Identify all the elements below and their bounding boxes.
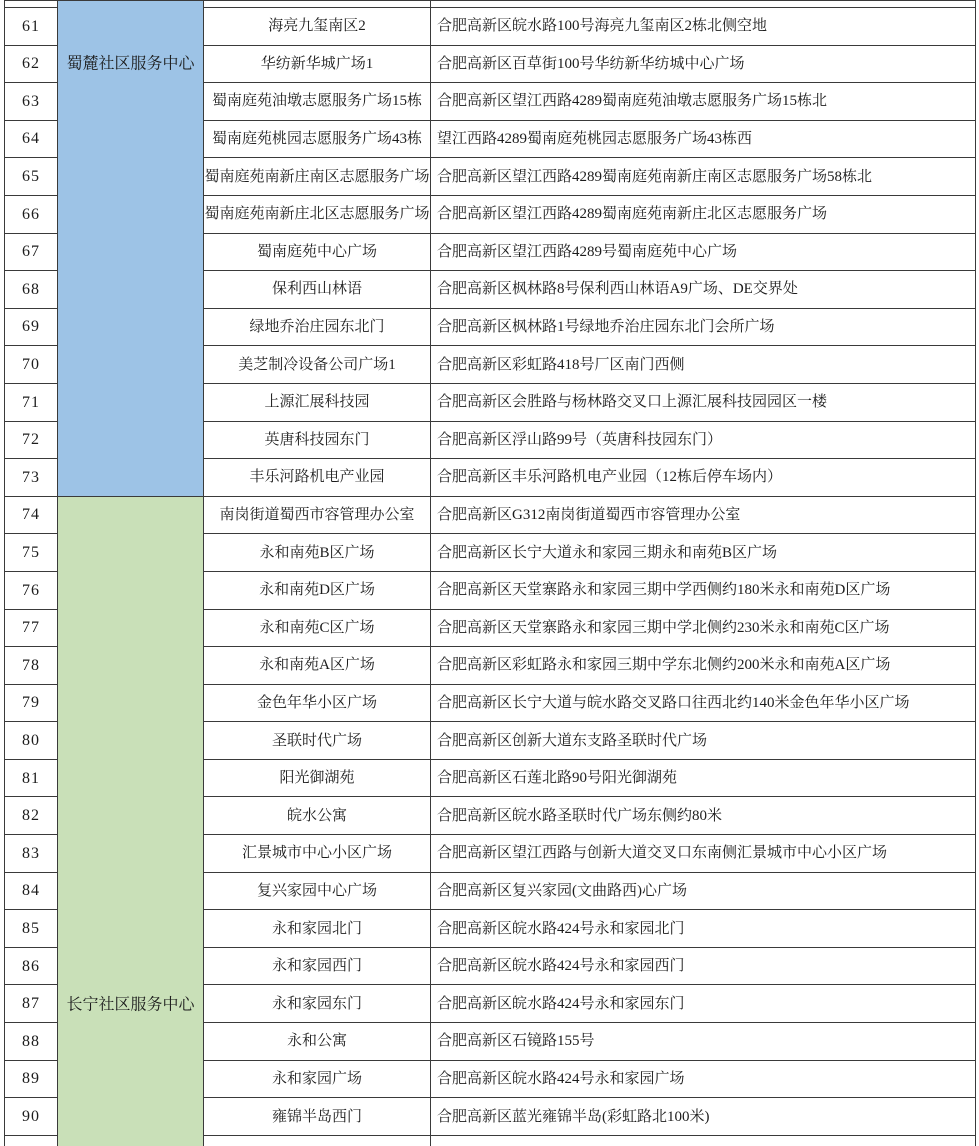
address-cell: 合肥高新区天堂寨路永和家园三期中学西侧约180米永和南苑D区广场 (431, 571, 976, 609)
address-cell: 合肥高新区皖水路424号永和家园广场 (431, 1060, 976, 1098)
row-number-cell: 81 (5, 759, 58, 797)
row-number-cell: 83 (5, 835, 58, 873)
row-number-cell (5, 1135, 58, 1146)
row-number-cell: 85 (5, 910, 58, 948)
site-name-cell: 华纺新华城广场1 (204, 45, 431, 83)
address-cell: 合肥高新区望江西路4289蜀南庭苑南新庄北区志愿服务广场 (431, 195, 976, 233)
site-name-cell: 永和家园西门 (204, 947, 431, 985)
row-number-cell: 73 (5, 459, 58, 497)
address-cell: 合肥高新区石莲北路90号阳光御湖苑 (431, 759, 976, 797)
site-name-cell (204, 1135, 431, 1146)
site-name-cell: 海亮九玺南区2 (204, 8, 431, 46)
address-cell: 合肥高新区皖水路424号永和家园北门 (431, 910, 976, 948)
site-name-cell (204, 1, 431, 8)
row-number-cell (5, 1, 58, 8)
row-number-cell: 88 (5, 1023, 58, 1061)
site-name-cell: 南岗街道蜀西市容管理办公室 (204, 496, 431, 534)
site-name-cell: 永和南苑C区广场 (204, 609, 431, 647)
row-number-cell: 86 (5, 947, 58, 985)
row-number-cell: 84 (5, 872, 58, 910)
site-name-cell: 绿地乔治庄园东北门 (204, 308, 431, 346)
address-cell: 合肥高新区天堂寨路永和家园三期中学北侧约230米永和南苑C区广场 (431, 609, 976, 647)
address-cell: 合肥高新区彩虹路永和家园三期中学东北侧约200米永和南苑A区广场 (431, 647, 976, 685)
site-name-cell: 永和家园广场 (204, 1060, 431, 1098)
site-name-cell: 圣联时代广场 (204, 722, 431, 760)
address-cell: 合肥高新区长宁大道永和家园三期永和南苑B区广场 (431, 534, 976, 572)
row-number-cell: 76 (5, 571, 58, 609)
address-cell: 合肥高新区G312南岗街道蜀西市容管理办公室 (431, 496, 976, 534)
group-cell-shulu (58, 1, 204, 497)
site-name-cell: 皖水公寓 (204, 797, 431, 835)
address-cell: 合肥高新区望江西路4289蜀南庭苑南新庄南区志愿服务广场58栋北 (431, 158, 976, 196)
row-number-cell: 71 (5, 383, 58, 421)
site-name-cell: 蜀南庭苑油墩志愿服务广场15栋 (204, 83, 431, 121)
row-number-cell: 77 (5, 609, 58, 647)
row-number-cell: 64 (5, 120, 58, 158)
sites-table-body (5, 1, 976, 1146)
site-name-cell: 蜀南庭苑南新庄北区志愿服务广场 (204, 195, 431, 233)
address-cell: 合肥高新区枫林路1号绿地乔治庄园东北门会所广场 (431, 308, 976, 346)
row-number-cell: 80 (5, 722, 58, 760)
address-cell: 合肥高新区皖水路100号海亮九玺南区2栋北侧空地 (431, 8, 976, 46)
address-cell: 合肥高新区望江西路与创新大道交叉口东南侧汇景城市中心小区广场 (431, 835, 976, 873)
row-number-cell: 72 (5, 421, 58, 459)
row-number-cell: 61 (5, 8, 58, 46)
address-cell: 合肥高新区浮山路99号（英唐科技园东门） (431, 421, 976, 459)
group-label: 长宁社区服务中心 (66, 996, 195, 1014)
row-number-cell: 82 (5, 797, 58, 835)
address-cell: 合肥高新区望江西路4289号蜀南庭苑中心广场 (431, 233, 976, 271)
site-name-cell: 上源汇展科技园 (204, 383, 431, 421)
address-cell: 望江西路4289蜀南庭苑桃园志愿服务广场43栋西 (431, 120, 976, 158)
address-cell: 合肥高新区望江西路4289蜀南庭苑油墩志愿服务广场15栋北 (431, 83, 976, 121)
site-name-cell: 金色年华小区广场 (204, 684, 431, 722)
site-name-cell: 保利西山林语 (204, 271, 431, 309)
row-number-cell: 90 (5, 1098, 58, 1136)
site-name-cell: 美芝制冷设备公司广场1 (204, 346, 431, 384)
row-number-cell: 79 (5, 684, 58, 722)
group-cell-changning (58, 496, 204, 1146)
address-cell: 合肥高新区会胜路与杨林路交叉口上源汇展科技园园区一楼 (431, 383, 976, 421)
row-number-cell: 67 (5, 233, 58, 271)
address-cell: 合肥高新区蓝光雍锦半岛(彩虹路北100米) (431, 1098, 976, 1136)
address-cell (431, 1, 976, 8)
row-number-cell: 89 (5, 1060, 58, 1098)
site-name-cell: 永和南苑D区广场 (204, 571, 431, 609)
row-number-cell: 68 (5, 271, 58, 309)
address-cell: 合肥高新区石镜路155号 (431, 1023, 976, 1061)
address-cell: 合肥高新区创新大道东支路圣联时代广场 (431, 722, 976, 760)
address-cell: 合肥高新区彩虹路418号厂区南门西侧 (431, 346, 976, 384)
table-row (5, 496, 976, 534)
row-number-cell: 66 (5, 195, 58, 233)
row-number-cell: 74 (5, 496, 58, 534)
address-cell: 合肥高新区复兴家园(文曲路西)心广场 (431, 872, 976, 910)
address-cell: 合肥高新区皖水路圣联时代广场东侧约80米 (431, 797, 976, 835)
site-name-cell: 英唐科技园东门 (204, 421, 431, 459)
site-name-cell: 永和公寓 (204, 1023, 431, 1061)
address-cell: 合肥高新区枫林路8号保利西山林语A9广场、DE交界处 (431, 271, 976, 309)
site-name-cell: 蜀南庭苑南新庄南区志愿服务广场 (204, 158, 431, 196)
site-name-cell: 永和家园北门 (204, 910, 431, 948)
site-name-cell: 雍锦半岛西门 (204, 1098, 431, 1136)
site-name-cell: 永和南苑A区广场 (204, 647, 431, 685)
address-cell: 合肥高新区百草街100号华纺新华纺城中心广场 (431, 45, 976, 83)
address-cell: 合肥高新区皖水路424号永和家园西门 (431, 947, 976, 985)
group-label: 蜀麓社区服务中心 (66, 55, 195, 73)
row-number-cell: 63 (5, 83, 58, 121)
site-name-cell: 蜀南庭苑中心广场 (204, 233, 431, 271)
site-name-cell: 汇景城市中心小区广场 (204, 835, 431, 873)
row-number-cell: 65 (5, 158, 58, 196)
row-number-cell: 69 (5, 308, 58, 346)
row-number-cell: 62 (5, 45, 58, 83)
address-cell: 合肥高新区丰乐河路机电产业园（12栋后停车场内） (431, 459, 976, 497)
site-name-cell: 复兴家园中心广场 (204, 872, 431, 910)
site-name-cell: 永和南苑B区广场 (204, 534, 431, 572)
site-name-cell: 阳光御湖苑 (204, 759, 431, 797)
row-number-cell: 75 (5, 534, 58, 572)
row-number-cell: 70 (5, 346, 58, 384)
table-row-partial-top (5, 1, 976, 8)
site-name-cell: 永和家园东门 (204, 985, 431, 1023)
address-cell: 合肥高新区长宁大道与皖水路交叉路口往西北约140米金色年华小区广场 (431, 684, 976, 722)
site-name-cell: 蜀南庭苑桃园志愿服务广场43栋 (204, 120, 431, 158)
row-number-cell: 87 (5, 985, 58, 1023)
sites-table (4, 0, 976, 1146)
address-cell: 合肥高新区皖水路424号永和家园东门 (431, 985, 976, 1023)
site-name-cell: 丰乐河路机电产业园 (204, 459, 431, 497)
row-number-cell: 78 (5, 647, 58, 685)
address-cell (431, 1135, 976, 1146)
